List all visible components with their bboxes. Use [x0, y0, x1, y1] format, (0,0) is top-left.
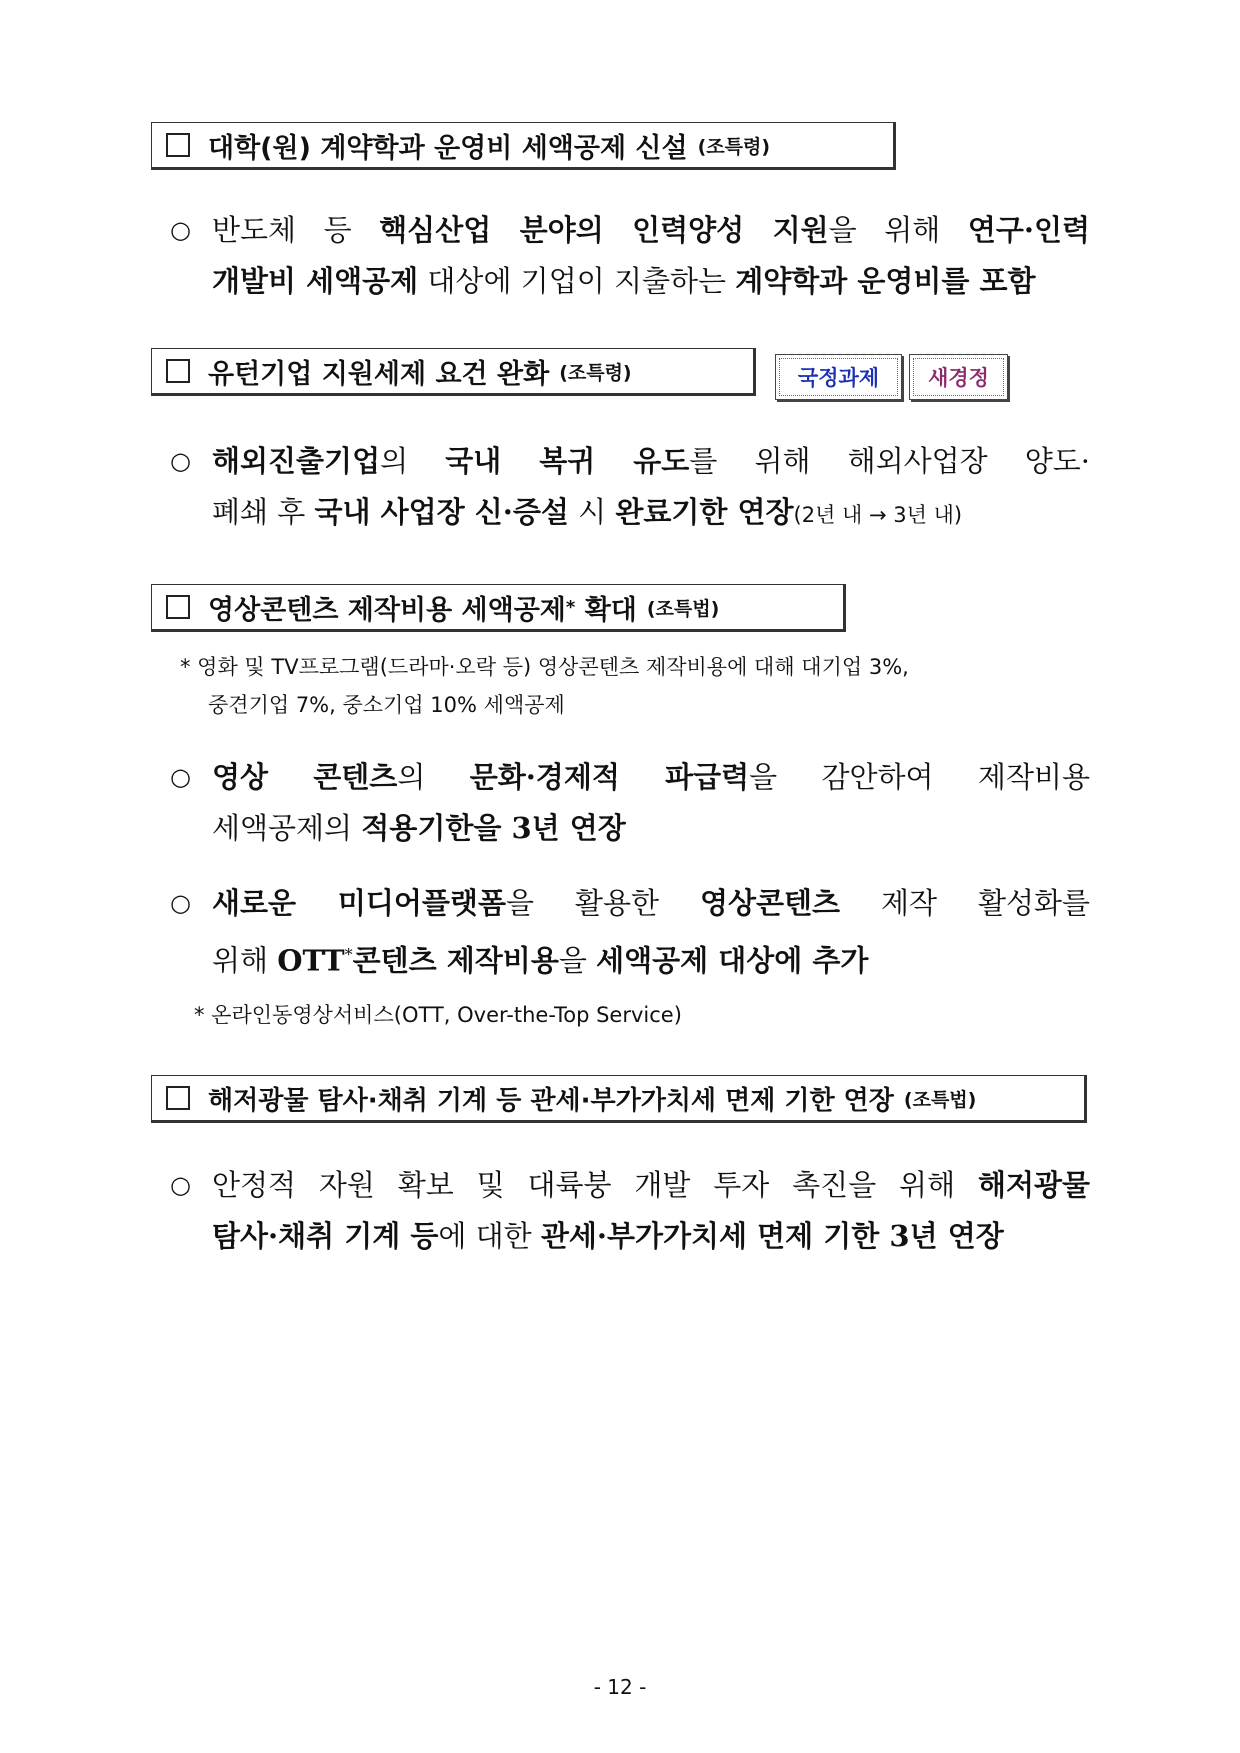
- text-line: [170, 878, 1090, 929]
- footnote-marker: *: [344, 945, 353, 964]
- section-header-4: [151, 1075, 1087, 1123]
- text-run: (2년 내 → 3년 내): [793, 503, 963, 527]
- law-reference: (조특법): [903, 1088, 977, 1111]
- bold-text: 계약학과 운영비를 포함: [735, 264, 1036, 298]
- bullet-circle-icon: ○: [170, 447, 191, 475]
- bullet-circle-icon: ○: [170, 216, 191, 244]
- text-run: 을: [558, 943, 597, 978]
- text-line: [170, 436, 1090, 487]
- text-run: 을 위해: [828, 213, 968, 247]
- bold-text: 완료기한 연장: [615, 495, 794, 529]
- text-line: [170, 256, 1090, 307]
- section-header-3: [151, 584, 846, 632]
- text-line: [170, 803, 1090, 854]
- text-run: 대상에 기업이 지출하는: [418, 264, 736, 298]
- checkbox-square-icon: [166, 595, 190, 619]
- section-title: 영상콘텐츠 제작비용 세액공제: [208, 594, 566, 626]
- text-run: 의: [397, 760, 470, 794]
- bold-text: 개발비 세액공제: [212, 264, 419, 298]
- section-title-suffix: 확대: [584, 594, 637, 626]
- bullet-paragraph: [170, 1160, 1090, 1262]
- checkbox-square-icon: [166, 359, 190, 383]
- bold-text: 해저광물: [977, 1168, 1090, 1202]
- text-line: [170, 1211, 1090, 1262]
- text-run: 을 활용한: [505, 886, 700, 920]
- bold-text: 핵심산업 분야의 인력양성 지원: [379, 213, 829, 247]
- bold-text: 해외진출기업: [212, 444, 381, 478]
- bold-text: 국내 사업장 신·증설: [314, 495, 569, 529]
- text-run: 제작 활성화를: [840, 886, 1090, 920]
- page-number: - 12 -: [593, 1675, 647, 1699]
- bold-text: 연구·인력: [967, 213, 1090, 247]
- bold-text: 영상 콘텐츠: [212, 760, 398, 794]
- footnote: * 영화 및 TV프로그램(드라마·오락 등) 영상콘텐츠 제작비용에 대해 대기업 3%,: [180, 655, 909, 679]
- text-run: 반도체 등: [212, 213, 380, 247]
- text-line: [170, 487, 1090, 541]
- bold-text: 영상콘텐츠: [699, 886, 841, 920]
- text-run: 의: [380, 444, 446, 478]
- bullet-paragraph: [170, 752, 1090, 854]
- tag-national-agenda: 국정과제: [775, 354, 902, 400]
- section-title: 유턴기업 지원세제 요건 완화: [208, 358, 550, 390]
- bold-text: 새로운 미디어플랫폼: [212, 886, 506, 920]
- bold-text: 국내 복귀 유도: [445, 444, 690, 478]
- tag-economic-policy: 새경정: [909, 354, 1008, 400]
- text-run: 안정적 자원 확보 및 대륙붕 개발 투자 촉진을 위해: [212, 1168, 978, 1202]
- section-title: 대학(원) 계약학과 운영비 세액공제 신설: [208, 132, 688, 164]
- bold-text: 관세·부가가치세 면제 기한 3년 연장: [540, 1219, 1004, 1253]
- bold-text: 탐사·채취 기계 등: [212, 1219, 439, 1253]
- law-reference: (조특령): [559, 361, 632, 384]
- text-run: 시: [568, 495, 616, 529]
- section-title: 해저광물 탐사·채취 기계 등 관세·부가가치세 면제 기한 연장: [208, 1085, 894, 1116]
- law-reference: (조특령): [697, 135, 771, 158]
- footnote-marker: *: [565, 596, 576, 618]
- checkbox-square-icon: [166, 1086, 190, 1110]
- bullet-circle-icon: ○: [170, 889, 191, 917]
- bold-text: 콘텐츠 제작비용: [352, 943, 559, 978]
- law-reference: (조특법): [646, 597, 720, 620]
- text-line: [170, 929, 1090, 987]
- text-run: 위해: [212, 943, 278, 978]
- footnote: 중견기업 7%, 중소기업 10% 세액공제: [208, 693, 565, 717]
- text-line: [170, 752, 1090, 803]
- checkbox-square-icon: [166, 133, 190, 157]
- bold-text: OTT: [277, 943, 345, 978]
- text-line: [170, 1160, 1090, 1211]
- bold-text: 문화·경제적 파급력: [469, 760, 750, 794]
- bullet-circle-icon: ○: [170, 1171, 191, 1199]
- text-run: 를 위해 해외사업장 양도·: [689, 444, 1091, 478]
- section-header-1: [151, 122, 896, 170]
- bold-text: 세액공제 대상에 추가: [596, 943, 869, 978]
- bullet-paragraph: [170, 878, 1090, 987]
- text-line: [170, 205, 1090, 256]
- footnote: * 온라인동영상서비스(OTT, Over-the-Top Service): [194, 1003, 682, 1027]
- bullet-paragraph: [170, 436, 1090, 541]
- bullet-paragraph: [170, 205, 1090, 307]
- text-run: 에 대한: [438, 1219, 541, 1253]
- bullet-circle-icon: ○: [170, 763, 191, 791]
- bold-text: 적용기한을 3년 연장: [361, 811, 626, 845]
- text-run: 세액공제의: [212, 811, 362, 845]
- text-run: 폐쇄 후: [212, 495, 315, 529]
- text-run: 을 감안하여 제작비용: [749, 760, 1090, 794]
- section-header-2: [151, 348, 756, 396]
